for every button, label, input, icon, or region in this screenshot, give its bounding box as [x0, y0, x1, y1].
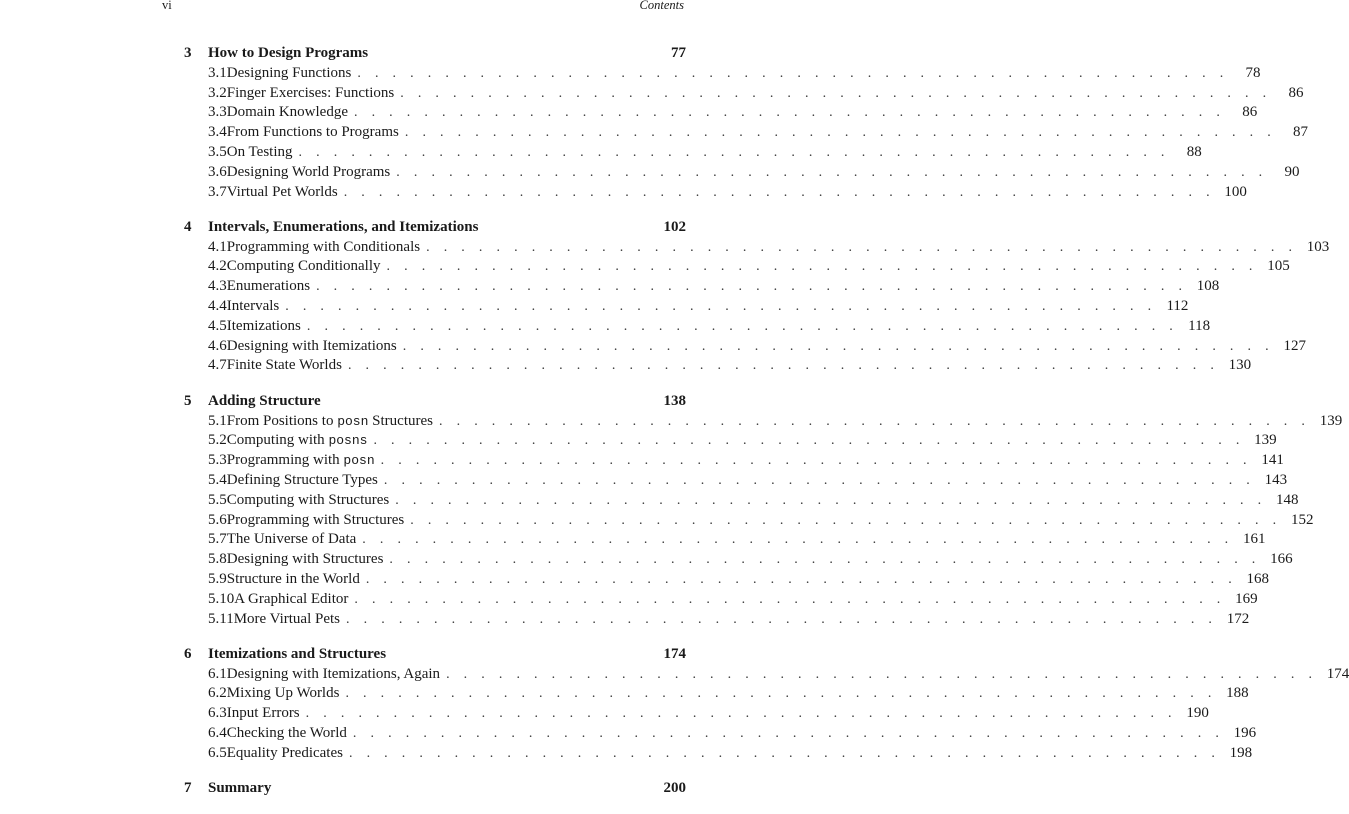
section-title: Virtual Pet Worlds	[226, 183, 338, 200]
section-page: 139	[1254, 432, 1277, 449]
section-entry[interactable]	[184, 163, 1300, 183]
section-page: 152	[1290, 511, 1314, 528]
section-entry[interactable]	[184, 610, 1250, 630]
section-entry[interactable]	[184, 724, 1257, 744]
section-number: 6.3	[208, 705, 227, 722]
section-title-text: Structures	[368, 412, 433, 429]
section-page: 105	[1267, 258, 1290, 275]
chapter-number: 4	[184, 218, 192, 235]
section-entry[interactable]	[184, 590, 1258, 610]
section-entry[interactable]	[184, 665, 1349, 685]
section-page: 188	[1226, 685, 1249, 702]
toc-chapter	[184, 218, 1330, 376]
section-title: Domain Knowledge	[226, 104, 348, 121]
section-entry[interactable]	[184, 84, 1304, 104]
section-page: 172	[1226, 610, 1250, 627]
section-number: 3.1	[208, 64, 227, 81]
section-title: Designing Functions	[226, 64, 352, 81]
table-of-contents	[184, 44, 1349, 814]
leader-dots: . . . . . . . . . . . . . . . . . . . . . . . . . . . . . . . . . . . . . . . . . . . . . . . . . .	[316, 279, 1188, 295]
section-page: 148	[1275, 491, 1299, 508]
section-number: 6.1	[208, 665, 227, 682]
section-number: 5.4	[208, 471, 227, 488]
leader-dots: . . . . . . . . . . . . . . . . . . . . . . . . . . . . . . . . . . . . . . . . . . . . . . . . . .	[285, 299, 1157, 315]
section-number: 5.3	[208, 452, 227, 469]
chapter-title: Intervals, Enumerations, and Itemizations	[208, 218, 479, 235]
chapter-number: 7	[184, 780, 192, 797]
section-title: The Universe of Data	[226, 531, 357, 548]
section-page: 100	[1224, 183, 1247, 200]
section-page: 141	[1261, 452, 1284, 469]
section-entry[interactable]	[184, 471, 1288, 491]
leader-dots: . . . . . . . . . . . . . . . . . . . . . . . . . . . . . . . . . . . . . . . . . . . . . . . . . .	[404, 125, 1277, 141]
section-title: Intervals	[226, 298, 280, 315]
section-number: 3.5	[208, 143, 227, 160]
toc-chapter	[184, 44, 1309, 202]
section-number: 6.2	[208, 685, 227, 702]
leader-dots: . . . . . . . . . . . . . . . . . . . . . . . . . . . . . . . . . . . . . . . . . . . . . . . . . .	[373, 433, 1245, 449]
page-number-roman: vi	[162, 0, 172, 12]
section-entry[interactable]	[184, 451, 1284, 471]
section-page: 139	[1319, 412, 1343, 429]
section-entry[interactable]	[184, 103, 1258, 123]
chapter-entry[interactable]	[184, 779, 686, 799]
chapter-title: Summary	[208, 780, 272, 797]
toc-chapter	[184, 392, 1343, 630]
section-page: 196	[1233, 725, 1257, 741]
chapter-number: 6	[184, 645, 192, 662]
running-head	[162, 0, 684, 13]
section-number: 4.7	[208, 357, 227, 374]
section-title: Checking the World	[226, 725, 347, 741]
leader-dots: . . . . . . . . . . . . . . . . . . . . . . . . . . . . . . . . . . . . . . . . . . . . . . . . . .	[306, 318, 1179, 334]
section-title: Finite State Worlds	[226, 357, 342, 374]
section-page: 118	[1188, 317, 1211, 334]
leader-dots: . . . . . . . . . . . . . . . . . . . . . . . . . . . . . . . . . . . . . . . . . . . . . . . . . .	[362, 532, 1234, 548]
section-title: Finger Exercises: Functions	[226, 84, 395, 101]
leader-dots: . . . . . . . . . . . . . . . . . . . . . . . . . . . . . . . . . . . . . . . . . . . . . . . . . .	[386, 259, 1258, 275]
section-title: Mixing Up Worlds	[226, 685, 340, 702]
section-entry[interactable]	[184, 297, 1189, 317]
section-title: Designing with Structures	[226, 551, 384, 568]
section-entry[interactable]	[184, 356, 1252, 376]
section-page: 130	[1228, 357, 1252, 374]
section-number: 5.2	[208, 432, 227, 449]
leader-dots: . . . . . . . . . . . . . . . . . . . . . . . . . . . . . . . . . . . . . . . . . . . . . . . . . .	[446, 666, 1318, 682]
section-number: 5.9	[208, 570, 227, 587]
chapter-number: 5	[184, 392, 192, 409]
section-page: 103	[1306, 238, 1330, 255]
leader-dots: . . . . . . . . . . . . . . . . . . . . . . . . . . . . . . . . . . . . . . . . . . . . . . . . . .	[402, 338, 1274, 354]
section-entry[interactable]	[184, 123, 1309, 143]
leader-dots: . . . . . . . . . . . . . . . . . . . . . . . . . . . . . . . . . . . . . . . . . . . . . . . . . .	[389, 552, 1261, 568]
section-entry[interactable]	[184, 491, 1299, 511]
section-page: 86	[1288, 84, 1304, 101]
section-title: Designing with Itemizations	[226, 337, 397, 354]
section-title	[227, 412, 433, 432]
leader-dots: . . . . . . . . . . . . . . . . . . . . . . . . . . . . . . . . . . . . . . . . . . . . . . . . . .	[354, 591, 1226, 607]
section-number: 5.5	[208, 491, 227, 508]
section-page: 86	[1242, 104, 1258, 121]
section-title: Equality Predicates	[226, 744, 343, 761]
leader-dots: . . . . . . . . . . . . . . . . . . . . . . . . . . . . . . . . . . . . . . . . . . . . . . . . . .	[383, 472, 1256, 488]
section-number: 3.7	[208, 183, 227, 200]
chapter-page: 200	[663, 780, 686, 797]
section-title	[227, 451, 375, 471]
section-entry[interactable]	[184, 530, 1266, 550]
section-entry[interactable]	[184, 704, 1209, 724]
toc-chapter	[184, 645, 1349, 764]
leader-dots: . . . . . . . . . . . . . . . . . . . . . . . . . . . . . . . . . . . . . . . . . . . . . . . . . .	[348, 745, 1221, 761]
section-number: 5.11	[208, 610, 234, 627]
section-number: 3.4	[208, 124, 227, 141]
section-title: Computing with Structures	[226, 491, 390, 508]
section-number: 6.4	[208, 725, 227, 741]
chapter-entry[interactable]	[184, 44, 686, 64]
section-entry[interactable]	[184, 570, 1270, 590]
section-title-code: posns	[328, 433, 368, 449]
leader-dots: . . . . . . . . . . . . . . . . . . . . . . . . . . . . . . . . . . . . . . . . . . . . . . . . . .	[365, 571, 1238, 587]
chapter-page: 77	[671, 45, 686, 61]
section-page: 87	[1293, 124, 1309, 141]
leader-dots: . . . . . . . . . . . . . . . . . . . . . . . . . . . . . . . . . . . . . . . . . . . . . . . . . .	[395, 492, 1267, 508]
section-title: Programming with Structures	[226, 511, 405, 528]
section-title: Designing with Itemizations, Again	[226, 665, 441, 682]
section-page: 174	[1326, 665, 1349, 682]
section-entry[interactable]	[184, 511, 1314, 531]
section-page: 78	[1245, 64, 1261, 81]
section-entry[interactable]	[184, 412, 1343, 432]
leader-dots: . . . . . . . . . . . . . . . . . . . . . . . . . . . . . . . . . . . . . . . . . . . . . . . . . .	[346, 611, 1218, 627]
section-title: Structure in the World	[226, 570, 360, 587]
leader-dots: . . . . . . . . . . . . . . . . . . . . . . . . . . . . . . . . . . . . . . . . . . . . . . . . . .	[396, 164, 1268, 180]
section-title: From Functions to Programs	[226, 124, 399, 141]
section-title-code: posn	[337, 413, 369, 429]
section-page: 198	[1229, 744, 1253, 761]
section-page: 108	[1196, 278, 1220, 295]
section-title: Programming with Conditionals	[226, 238, 421, 255]
leader-dots: . . . . . . . . . . . . . . . . . . . . . . . . . . . . . . . . . . . . . . . . . . . . . . . . . .	[352, 726, 1225, 741]
section-entry[interactable]	[184, 238, 1330, 258]
section-page: 168	[1246, 570, 1270, 587]
section-entry[interactable]	[184, 744, 1253, 764]
section-number: 5.10	[208, 590, 235, 607]
section-page: 169	[1235, 590, 1258, 607]
section-title-code: posn	[343, 453, 375, 469]
section-entry[interactable]	[184, 317, 1211, 337]
section-page: 161	[1242, 531, 1266, 548]
section-page: 190	[1186, 705, 1209, 722]
leader-dots: . . . . . . . . . . . . . . . . . . . . . . . . . . . . . . . . . . . . . . . . . . . . . . . . . .	[439, 413, 1311, 429]
section-number: 4.5	[208, 317, 227, 334]
leader-dots: . . . . . . . . . . . . . . . . . . . . . . . . . . . . . . . . . . . . . . . . . . . . . . . . . .	[357, 65, 1229, 81]
leader-dots: . . . . . . . . . . . . . . . . . . . . . . . . . . . . . . . . . . . . . . . . . . . . . . . . . .	[298, 144, 1170, 160]
chapter-page: 138	[663, 392, 686, 409]
section-page: 88	[1186, 143, 1202, 160]
section-title: On Testing	[226, 143, 293, 160]
chapter-entry[interactable]	[184, 218, 686, 238]
section-page: 112	[1166, 298, 1189, 315]
section-title: Enumerations	[226, 278, 311, 295]
section-number: 6.5	[208, 744, 227, 761]
running-head-title: Contents	[639, 0, 684, 12]
section-number: 4.4	[208, 298, 227, 315]
section-title: A Graphical Editor	[234, 590, 349, 607]
section-title: Computing Conditionally	[226, 258, 381, 275]
section-title: More Virtual Pets	[233, 610, 341, 627]
section-number: 3.2	[208, 84, 227, 101]
leader-dots: . . . . . . . . . . . . . . . . . . . . . . . . . . . . . . . . . . . . . . . . . . . . . . . . . .	[305, 706, 1177, 722]
section-page: 166	[1270, 551, 1293, 568]
leader-dots: . . . . . . . . . . . . . . . . . . . . . . . . . . . . . . . . . . . . . . . . . . . . . . . . . .	[410, 512, 1282, 528]
section-entry[interactable]	[184, 64, 1261, 84]
section-entry[interactable]	[184, 550, 1293, 570]
leader-dots: . . . . . . . . . . . . . . . . . . . . . . . . . . . . . . . . . . . . . . . . . . . . . . . . . .	[353, 105, 1226, 121]
section-entry[interactable]	[184, 684, 1249, 704]
chapter-page: 174	[663, 645, 686, 662]
section-title-text: Programming with	[226, 452, 344, 469]
section-number: 5.6	[208, 511, 227, 528]
leader-dots: . . . . . . . . . . . . . . . . . . . . . . . . . . . . . . . . . . . . . . . . . . . . . . . . . .	[347, 358, 1220, 374]
leader-dots: . . . . . . . . . . . . . . . . . . . . . . . . . . . . . . . . . . . . . . . . . . . . . . . . . .	[380, 453, 1252, 469]
section-title-text: From Positions to	[226, 412, 338, 429]
section-number: 4.2	[208, 258, 227, 275]
section-number: 4.3	[208, 278, 227, 295]
section-page: 127	[1283, 337, 1306, 354]
section-title-text: Computing with	[226, 432, 329, 449]
section-title: Input Errors	[226, 705, 300, 722]
section-title: Defining Structure Types	[226, 471, 378, 488]
section-entry[interactable]	[184, 337, 1306, 357]
section-entry[interactable]	[184, 277, 1220, 297]
chapter-title: Itemizations and Structures	[208, 645, 387, 662]
chapter-page: 102	[663, 218, 686, 235]
section-page: 90	[1284, 163, 1300, 180]
leader-dots: . . . . . . . . . . . . . . . . . . . . . . . . . . . . . . . . . . . . . . . . . . . . . . . . . .	[345, 686, 1217, 702]
chapter-title: How to Design Programs	[208, 45, 369, 61]
leader-dots: . . . . . . . . . . . . . . . . . . . . . . . . . . . . . . . . . . . . . . . . . . . . . . . . . .	[400, 85, 1272, 101]
section-entry[interactable]	[184, 143, 1202, 163]
section-number: 4.1	[208, 238, 227, 255]
section-page: 143	[1264, 471, 1288, 488]
toc-chapter	[184, 779, 686, 799]
chapter-entry[interactable]	[184, 645, 686, 665]
section-title	[227, 431, 368, 451]
section-number: 5.1	[208, 412, 227, 429]
section-number: 3.6	[208, 163, 227, 180]
chapter-title: Adding Structure	[208, 392, 321, 409]
section-number: 5.7	[208, 531, 227, 548]
chapter-entry[interactable]	[184, 392, 686, 412]
section-title: Designing World Programs	[226, 163, 391, 180]
section-title: Itemizations	[226, 317, 301, 334]
section-entry[interactable]	[184, 431, 1277, 451]
leader-dots: . . . . . . . . . . . . . . . . . . . . . . . . . . . . . . . . . . . . . . . . . . . . . . . . . .	[343, 184, 1215, 200]
section-number: 5.8	[208, 551, 227, 568]
section-entry[interactable]	[184, 257, 1290, 277]
section-entry[interactable]	[184, 183, 1247, 203]
section-number: 3.3	[208, 104, 227, 121]
section-number: 4.6	[208, 337, 227, 354]
leader-dots: . . . . . . . . . . . . . . . . . . . . . . . . . . . . . . . . . . . . . . . . . . . . . . . . . .	[426, 239, 1298, 255]
chapter-number: 3	[184, 45, 192, 61]
